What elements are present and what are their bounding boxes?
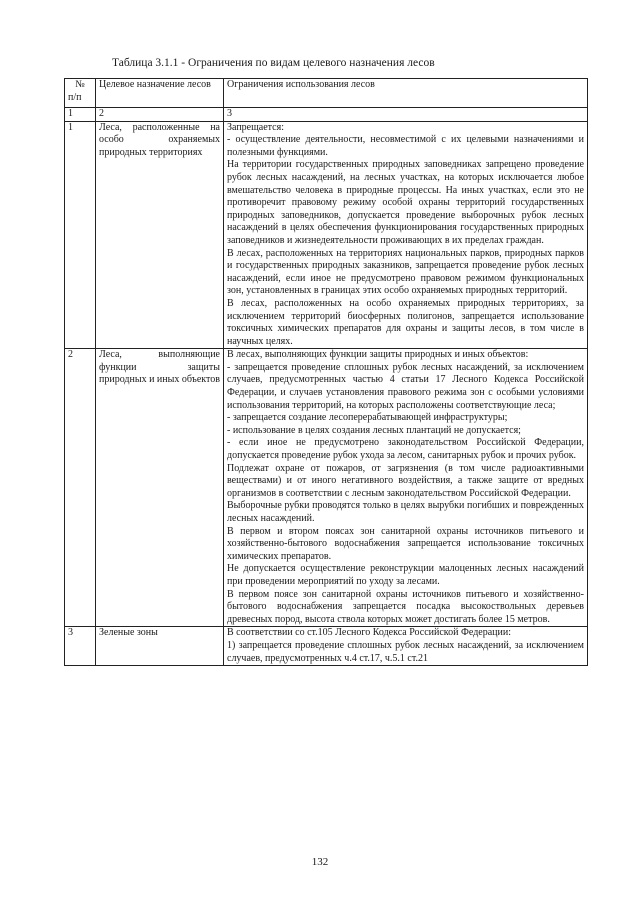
table-row — [65, 349, 588, 627]
index-cell-2: 2 — [96, 108, 224, 122]
index-cell-3: 3 — [224, 108, 588, 122]
row-number: 1 — [65, 121, 96, 349]
restriction-paragraph: - использование в целях создания лесных плантаций не допускается; — [227, 424, 521, 436]
row-number: 2 — [65, 349, 96, 627]
table-row — [65, 627, 588, 666]
restriction-paragraph: - если иное не предусмотрено законодательством Российской Федерации, допускается проведение рубок ухода за лесом, санитарных рубок и прочих рубок. — [227, 437, 584, 462]
row-purpose: Леса, расположенные на особо охраняемых природных территориях — [96, 121, 224, 349]
restriction-paragraph: В лесах, расположенных на особо охраняемых природных территориях, за исключением территорий биосферных полигонов, запрещается использование токсичных химических препаратов для охраны и защиты лесов, в том числе в научных целях. — [227, 297, 584, 347]
restriction-paragraph: В соответствии со ст.105 Лесного Кодекса Российской Федерации: — [227, 627, 512, 639]
restriction-paragraph: 1) запрещается проведение сплошных рубок лесных насаждений, за исключением случаев, предусмотренных ч.4 ст.17, ч.5.1 ст.21 — [227, 639, 584, 664]
table-row — [65, 121, 588, 349]
header-row — [65, 79, 588, 108]
row-restrictions — [224, 121, 588, 349]
restriction-paragraph: В лесах, расположенных на территориях национальных парков, природных парков и государственных природных заказников, запрещается проведение рубок лесных насаждений, если иное не предусмотрено правовом режимом функциональных зон, установленных в границах этих особо охраняемых природных территорий. — [227, 247, 584, 297]
page-number: 132 — [311, 856, 329, 868]
table-caption: Таблица 3.1.1 - Ограничения по видам целевого назначения лесов — [112, 57, 435, 69]
restriction-paragraph: Выборочные рубки проводятся только в целях вырубки погибших и поврежденных лесных насаждений. — [227, 500, 584, 524]
row-restrictions — [224, 627, 588, 666]
header-num — [65, 79, 96, 108]
index-cell-1: 1 — [65, 108, 96, 122]
header-num-line2: п/п — [68, 91, 82, 103]
header-purpose: Целевое назначение лесов — [96, 79, 224, 108]
restriction-paragraph: В первом поясе зон санитарной охраны источников питьевого и хозяйственно-бытового водоснабжения запрещается посадка высокоствольных деревьев древесных пород, высота ствола которых может достигать более 15 метров. — [227, 588, 584, 625]
restriction-paragraph: - запрещается создание лесоперерабатывающей инфраструктуры; — [227, 412, 508, 424]
row-restrictions — [224, 349, 588, 627]
header-restrictions: Ограничения использования лесов — [224, 79, 588, 108]
row-purpose: Зеленые зоны — [96, 627, 224, 666]
restriction-paragraph: - запрещается проведение сплошных рубок лесных насаждений, за исключением случаев, предусмотренных частью 4 статьи 17 Лесного Кодекса Российской Федерации, и случаев установления правового режима зон с особыми условиями использования территорий, на которых расположены соответствующие леса; — [227, 361, 584, 411]
restriction-paragraph: В лесах, выполняющих функции защиты природных и иных объектов: — [227, 349, 529, 361]
index-row — [65, 108, 588, 122]
restriction-paragraph: На территории государственных природных заповедниках запрещено проведение рубок лесных насаждений, на лесных участках, на которых исключается любое вмешательство человека в природные процессы. На иных участках, если это не противоречит правовому режиму особой охраны территорий государственных природных заповедников, допускается проведение выборочных рубок лесных насаждений в целях обеспечения функционирования государственных природных заповедников и жизнедеятельности проживающих в их пределах граждан. — [227, 159, 584, 246]
row-number: 3 — [65, 627, 96, 666]
restriction-paragraph: В первом и втором поясах зон санитарной охраны источников питьевого и хозяйственно-бытового водоснабжения запрещается использование токсичных химических препаратов. — [227, 525, 584, 562]
restriction-paragraph: Запрещается: — [227, 121, 284, 133]
restriction-paragraph: - осуществление деятельности, несовместимой с их целевыми назначениями и полезными функциями. — [227, 134, 584, 158]
restriction-paragraph: Подлежат охране от пожаров, от загрязнения (в том числе радиоактивными веществами) и от иного негативного воздействия, а также защите от вредных организмов в соответствии с лесным законодательством Российской Федерации. — [227, 462, 584, 499]
header-num-line1: № — [75, 79, 85, 90]
restrictions-table — [64, 78, 588, 666]
restriction-paragraph: Не допускается осуществление реконструкции малоценных лесных насаждений при проведении мероприятий по уходу за лесами. — [227, 563, 584, 587]
row-purpose: Леса, выполняющие функции защиты природных и иных объектов — [96, 349, 224, 627]
